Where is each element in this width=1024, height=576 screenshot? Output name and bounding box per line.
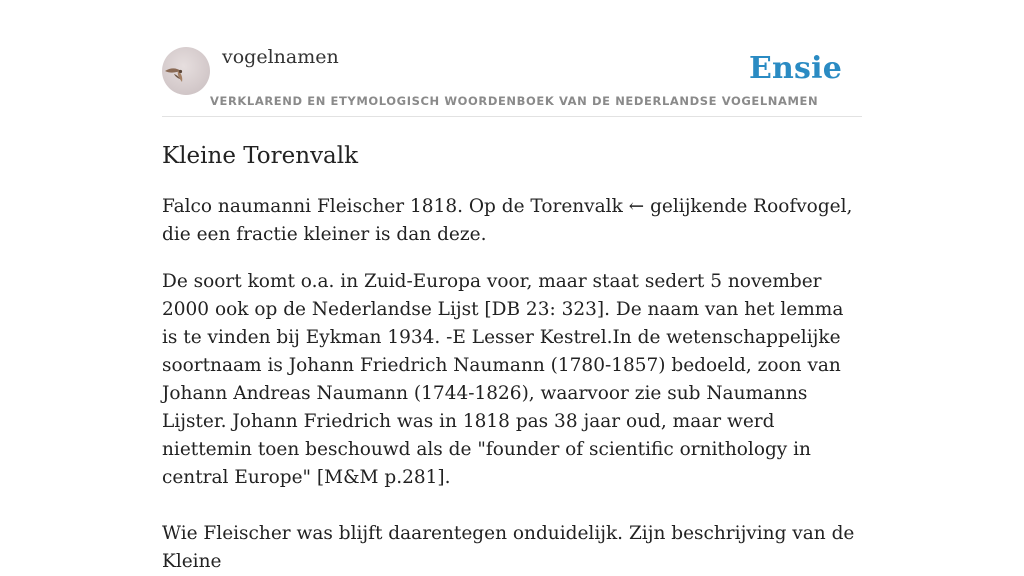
site-avatar[interactable] [162, 47, 210, 95]
intro-text-after: gelijkende Roofvogel, die een fractie kleiner is dan deze. [162, 196, 853, 245]
intro-text-before: Falco naumanni Fleischer 1818. Op de Torenvalk [162, 196, 629, 217]
entry-title: Kleine Torenvalk [162, 143, 359, 169]
entry-continued: Wie Fleischer was blijft daarentegen onduidelijk. Zijn beschrijving van de Kleine [162, 523, 855, 572]
site-title[interactable]: vogelnamen [222, 46, 339, 68]
cross-reference-arrow-icon[interactable]: ← [628, 196, 645, 217]
site-header [162, 0, 862, 117]
entry-intro [162, 193, 862, 249]
ensie-logo[interactable]: Ensie [748, 51, 842, 86]
page-content [162, 0, 862, 576]
bird-icon [162, 47, 210, 95]
entry-body: De soort komt o.a. in Zuid-Europa voor, maar staat sedert 5 november 2000 ook op de Nederlandse Lijst [DB 23: 323]. De naam van het lemma is te vinden bij Eykman 1934. -E Lesser Kestrel.In de wetenschappelijke soortnaam is Johann Friedrich Naumann (1780-1857) bedoeld, zoon van Johann Andreas Naumann (1744-1826), waarvoor zie sub Naumanns Lijster. Johann Friedrich was in 1818 pas 38 jaar oud, maar werd niettemin toen beschouwd als de "founder of scientific ornithology in central Europe" [M&M p.281]. [162, 271, 844, 488]
site-subtitle: VERKLAREND EN ETYMOLOGISCH WOORDENBOEK VAN DE NEDERLANDSE VOGELNAMEN [210, 94, 819, 108]
